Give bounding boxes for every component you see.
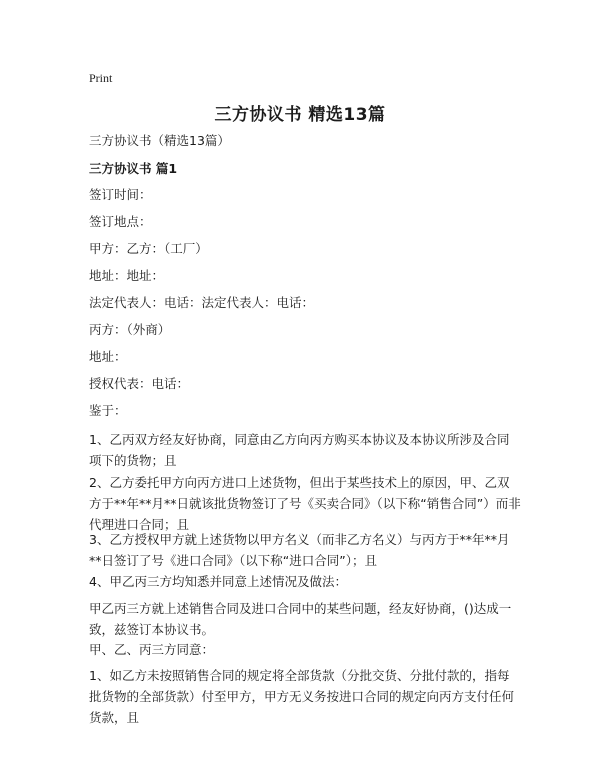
clause-paragraph-2: 2、乙方委托甲方向丙方进口上述货物，但出于某些技术上的原因，甲、乙双方于**年**月**日就该批货物签订了号《买卖合同》（以下称“销售合同”）而非代理进口合同；且 [89,475,521,532]
clause-paragraph-4: 4、甲乙丙三方均知悉并同意上述情况及做法： [89,574,347,589]
clause-paragraph-1: 1、乙丙双方经友好协商，同意由乙方向丙方购买本协议及本协议所涉及合同项下的货物；且 [89,432,510,468]
sign-time-line: 签订时间： [89,187,152,202]
party-c-line: 丙方：（外商） [89,322,171,337]
document-title: 三方协议书 精选13篇 [214,105,386,125]
consent-line: 甲、乙、丙三方同意： [89,642,215,657]
clause-paragraph-3: 3、乙方授权甲方就上述货物以甲方名义（而非乙方名义）与丙方于**年**月**日签订了号《进口合同》（以下称“进口合同”）；且 [89,532,510,568]
document-subtitle: 三方协议书（精选13篇） [89,133,230,148]
party-ab-line: 甲方：乙方：（工厂） [89,241,208,256]
print-label[interactable]: Print [89,71,113,85]
authorized-rep-line: 授权代表：电话： [89,376,190,391]
address-ab-line: 地址：地址： [89,268,165,283]
sign-place-line: 签订地点： [89,214,152,229]
agreement-paragraph: 甲乙丙三方就上述销售合同及进口合同中的某些问题，经友好协商，()达成一致，兹签订本协议书。 [89,601,512,637]
whereas-line: 鉴于： [89,403,127,418]
section-heading: 三方协议书 篇1 [89,161,178,176]
term-paragraph-1: 1、如乙方未按照销售合同的规定将全部货款（分批交货、分批付款的，指每批货物的全部货款）付至甲方，甲方无义务按进口合同的规定向丙方支付任何货款，且 [89,668,515,725]
legal-rep-line: 法定代表人：电话：法定代表人：电话： [89,295,315,310]
address-c-line: 地址： [89,349,127,364]
